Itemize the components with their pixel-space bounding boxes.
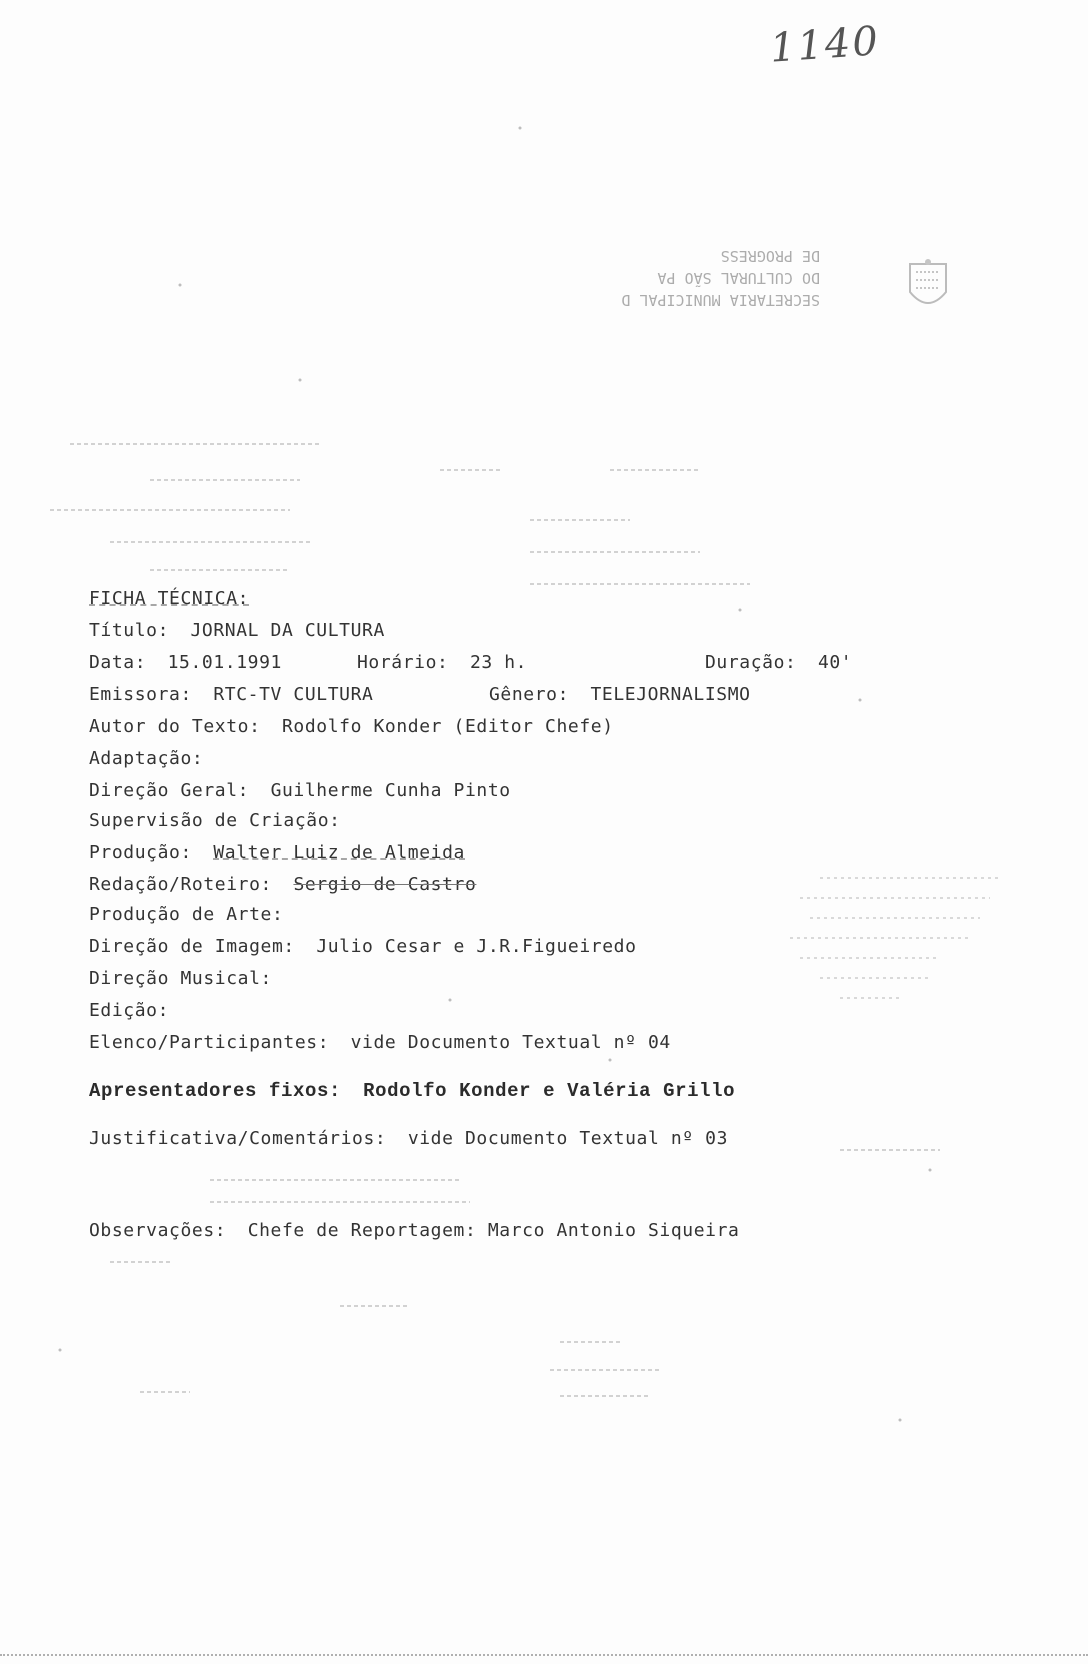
general-direction-value: Guilherme Cunha Pinto xyxy=(270,780,511,801)
notes-value: Chefe de Reportagem: Marco Antonio Siqueira xyxy=(247,1220,740,1241)
author-label: Autor do Texto: xyxy=(89,716,261,737)
notes-row xyxy=(89,1220,739,1241)
title-label: Título: xyxy=(89,620,170,641)
adaptation-label: Adaptação: xyxy=(89,748,204,769)
form-heading: FICHA TÉCNICA: xyxy=(89,588,250,609)
cast-row xyxy=(89,1032,671,1053)
date-time-row xyxy=(89,652,282,673)
image-direction-value: Julio Cesar e J.R.Figueiredo xyxy=(316,936,637,957)
broadcaster-row xyxy=(89,684,374,705)
production-row xyxy=(89,842,465,863)
production-value: Walter Luiz de Almeida xyxy=(213,842,465,863)
justification-value: vide Documento Textual nº 03 xyxy=(407,1128,729,1149)
broadcaster-value: RTC-TV CULTURA xyxy=(213,684,374,705)
handwritten-page-number: 1140 xyxy=(768,18,882,72)
notes-label: Observações: xyxy=(89,1220,227,1241)
editing-label: Edição: xyxy=(89,1000,170,1021)
cast-value: vide Documento Textual nº 04 xyxy=(350,1032,671,1053)
time-value: 23 h. xyxy=(469,652,528,673)
production-label: Produção: xyxy=(89,842,192,863)
mirrored-stamp xyxy=(560,245,820,311)
duration-label: Duração: xyxy=(705,652,797,673)
image-direction-row xyxy=(89,936,637,957)
genre-group xyxy=(489,684,751,705)
script-label: Redação/Roteiro: xyxy=(89,874,272,895)
justification-label: Justificativa/Comentários: xyxy=(89,1128,387,1149)
duration-value: 40' xyxy=(817,652,853,673)
faded-side-stamp xyxy=(780,868,1010,1018)
music-direction-label: Direção Musical: xyxy=(89,968,272,989)
art-production-label: Produção de Arte: xyxy=(89,904,284,925)
image-direction-label: Direção de Imagem: xyxy=(89,936,295,957)
presenters-value: Rodolfo Konder e Valéria Grillo xyxy=(363,1080,736,1102)
bottom-edge-noise xyxy=(0,1654,1088,1656)
stamp-line-3: DE PROGRESS xyxy=(720,247,820,265)
general-direction-row xyxy=(89,780,511,801)
date-label: Data: xyxy=(89,652,147,673)
script-row xyxy=(89,874,476,895)
title-row xyxy=(89,620,385,641)
time-label: Horário: xyxy=(357,652,449,673)
broadcaster-label: Emissora: xyxy=(89,684,192,705)
script-value: Sergio de Castro xyxy=(293,874,477,895)
music-direction-row xyxy=(89,968,282,989)
crest-icon xyxy=(906,258,950,318)
heading-row xyxy=(89,588,249,609)
author-row xyxy=(89,716,614,737)
cast-label: Elenco/Participantes: xyxy=(89,1032,330,1053)
duration-group xyxy=(705,652,852,673)
editing-row xyxy=(89,1000,179,1021)
creation-supervision-label: Supervisão de Criação: xyxy=(89,810,341,831)
genre-label: Gênero: xyxy=(489,684,570,705)
author-value: Rodolfo Konder (Editor Chefe) xyxy=(282,716,614,737)
stamp-line-2: DO CULTURAL SÃO PA xyxy=(657,269,820,287)
presenters-row xyxy=(89,1080,735,1102)
adaptation-row xyxy=(89,748,213,769)
time-group xyxy=(357,652,527,673)
creation-supervision-row xyxy=(89,810,351,831)
justification-row xyxy=(89,1128,728,1149)
date-value: 15.01.1991 xyxy=(167,652,282,673)
genre-value: TELEJORNALISMO xyxy=(590,684,751,705)
title-value: JORNAL DA CULTURA xyxy=(190,620,385,641)
art-production-row xyxy=(89,904,293,925)
stamp-line-1: SECRETARIA MUNICIPAL D xyxy=(621,291,820,309)
general-direction-label: Direção Geral: xyxy=(89,780,250,801)
presenters-label: Apresentadores fixos: xyxy=(89,1080,342,1102)
